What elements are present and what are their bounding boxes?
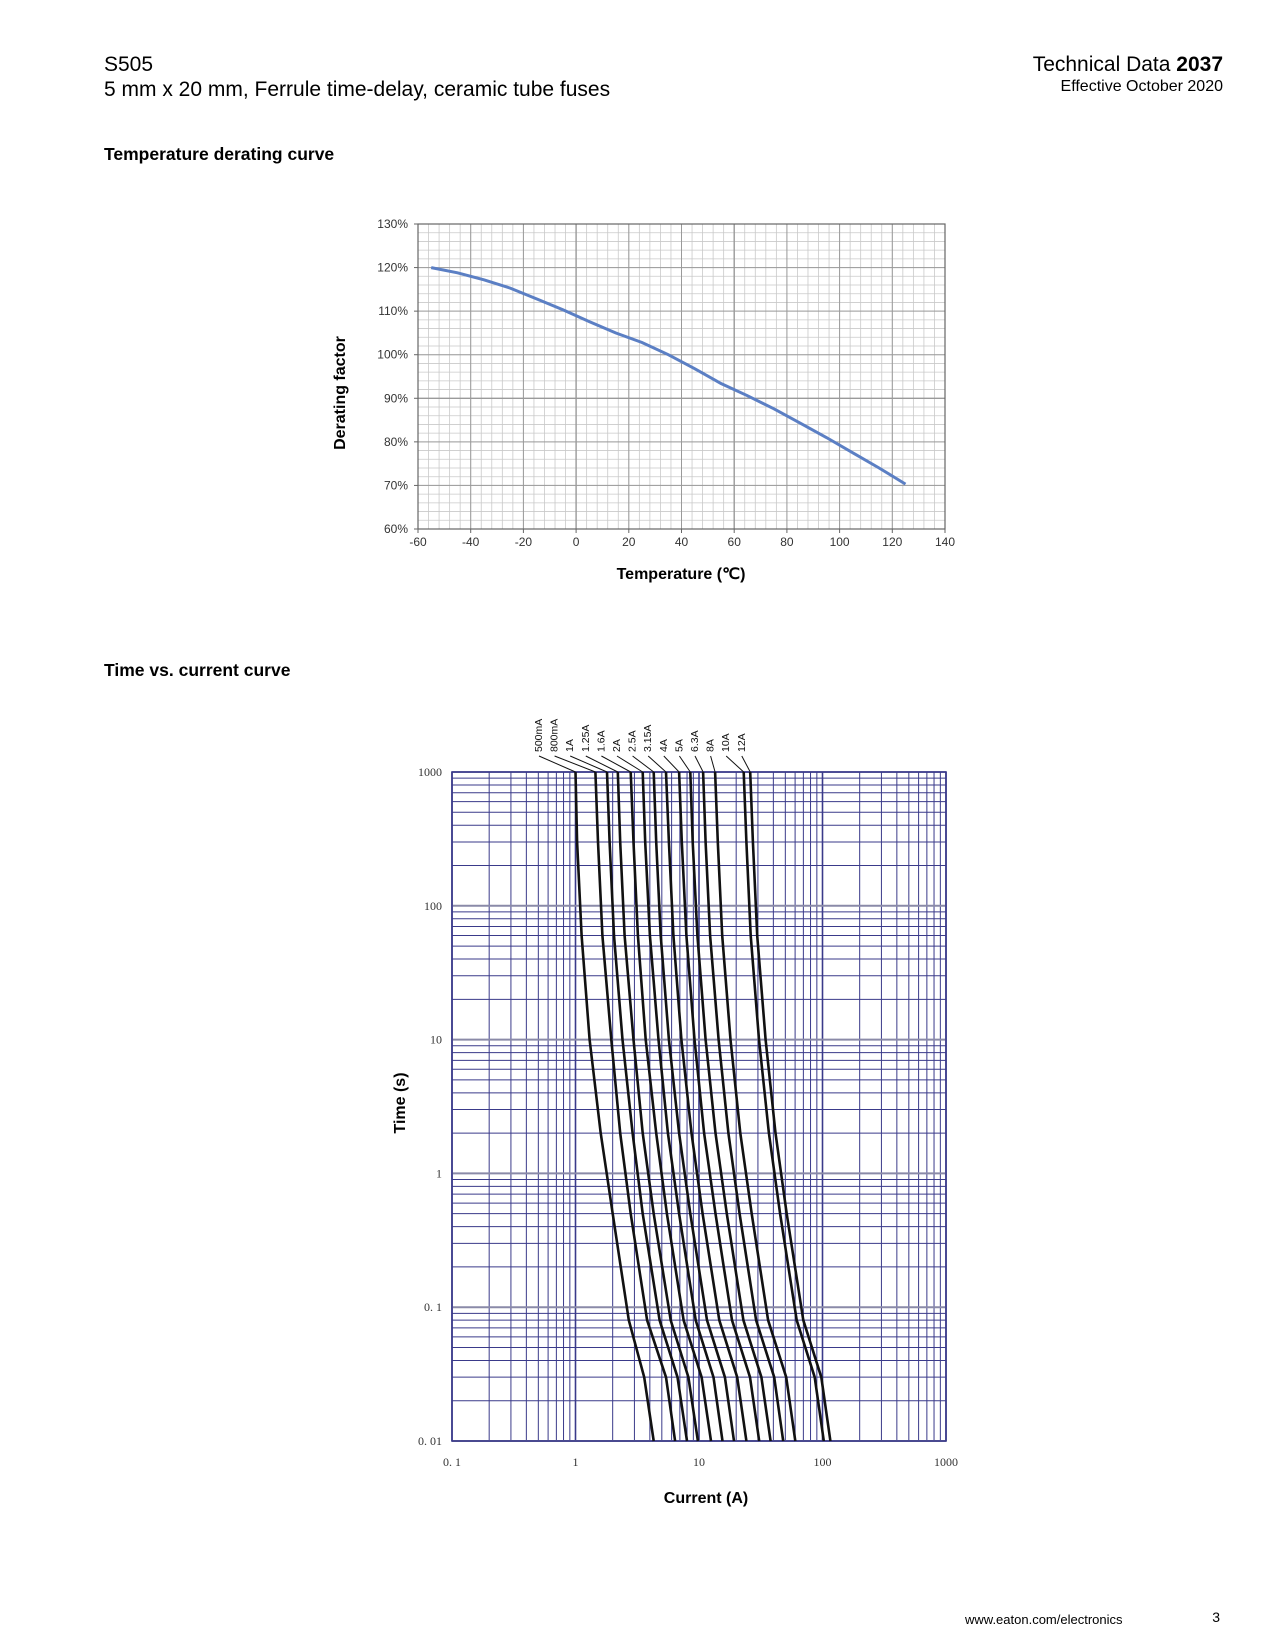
derating-section-title: Temperature derating curve: [104, 144, 335, 164]
derating-x-tick-label: 100: [829, 535, 850, 549]
curve-label-leader: [711, 756, 715, 772]
curve-label-leader: [617, 756, 643, 772]
curve-label-leader: [679, 756, 690, 772]
time-current-y-tick-label: 1: [436, 1166, 442, 1181]
derating-x-tick-label: 120: [882, 535, 903, 549]
derating-x-tick-label: 60: [727, 535, 741, 549]
derating-y-tick-label: 90%: [383, 391, 408, 406]
derating-y-axis-label: Derating factor: [332, 336, 349, 450]
time-current-x-axis-label: Current (A): [663, 1490, 749, 1507]
derating-y-tick-label: 120%: [377, 260, 408, 275]
derating-y-tick-label: 60%: [383, 522, 408, 536]
time-current-y-axis-label: Time (s): [392, 1072, 409, 1134]
time-current-x-tick-label: 10: [693, 1455, 705, 1469]
time-current-grid: [452, 772, 946, 1441]
derating-y-tick-label: 130%: [377, 217, 408, 231]
derating-x-tick-label: 0: [572, 535, 580, 549]
curve-label: 6.3A: [689, 730, 701, 752]
curve-label-leader: [539, 756, 576, 772]
curve-label-leader: [601, 756, 630, 772]
product-code: S505: [104, 53, 154, 76]
curve-label-leader: [726, 756, 743, 772]
curve-label: 12A: [735, 733, 748, 752]
page-number: 3: [1212, 1609, 1220, 1625]
derating-x-axis-label: Temperature (℃): [616, 566, 746, 583]
curve-label-leader: [742, 756, 750, 772]
curve-label: 1A: [564, 739, 577, 752]
time-current-y-tick-label: 100: [424, 898, 442, 913]
time-current-y-tick-label: 1000: [418, 765, 442, 779]
time-current-curve-labels: [533, 719, 750, 772]
curve-label: 3.15A: [642, 724, 655, 752]
curve-label: 800mA: [548, 718, 561, 752]
time-current-x-tick-label: 100: [813, 1455, 832, 1469]
time-current-tick-labels: [418, 765, 958, 1469]
curve-label: 8A: [704, 739, 717, 752]
curve-label-leader: [695, 756, 703, 772]
derating-x-tick-label: -60: [409, 535, 427, 549]
time-current-x-tick-label: 0. 1: [443, 1455, 461, 1469]
effective-date: Effective October 2020: [1060, 78, 1223, 95]
time-current-y-tick-label: 0. 01: [418, 1434, 442, 1448]
curve-10A: [744, 772, 824, 1441]
technical-data-number: 2037: [1176, 53, 1223, 76]
curve-label: 1.6A: [595, 730, 608, 752]
curve-label: 4A: [657, 739, 670, 752]
derating-x-tick-label: -20: [514, 535, 533, 549]
curve-label: 500mA: [533, 718, 545, 752]
derating-x-tick-label: -40: [462, 535, 480, 549]
curve-label: 2.5A: [626, 730, 639, 752]
curve-label: 5A: [673, 739, 686, 752]
derating-y-tick-label: 70%: [383, 478, 408, 493]
time-current-y-tick-label: 10: [430, 1032, 442, 1047]
product-description: 5 mm x 20 mm, Ferrule time-delay, ceramic tube fuses: [104, 78, 611, 101]
technical-data-label: Technical Data: [1032, 53, 1171, 76]
derating-x-tick-label: 40: [674, 535, 689, 549]
time-current-x-tick-label: 1: [572, 1455, 579, 1469]
derating-y-tick-label: 80%: [383, 434, 408, 449]
time-current-y-tick-label: 0. 1: [424, 1300, 442, 1315]
derating-y-tick-label: 110%: [378, 304, 408, 319]
footer-url: www.eaton.com/electronics: [965, 1612, 1123, 1627]
time-current-x-tick-label: 1000: [934, 1455, 958, 1469]
derating-x-tick-label: 80: [780, 535, 794, 549]
derating-x-tick-label: 20: [622, 535, 636, 549]
derating-x-tick-label: 140: [934, 535, 956, 549]
time-current-curves: [576, 772, 831, 1441]
curve-label: 1.25A: [579, 724, 592, 752]
curve-6.3A: [703, 772, 783, 1441]
derating-y-tick-label: 100%: [377, 347, 408, 362]
curve-500mA: [576, 772, 654, 1441]
timecurrent-section-title: Time vs. current curve: [104, 660, 291, 680]
curve-label: 10A: [720, 733, 733, 752]
curve-label: 2A: [611, 739, 623, 752]
curve-label-leader: [664, 756, 679, 772]
